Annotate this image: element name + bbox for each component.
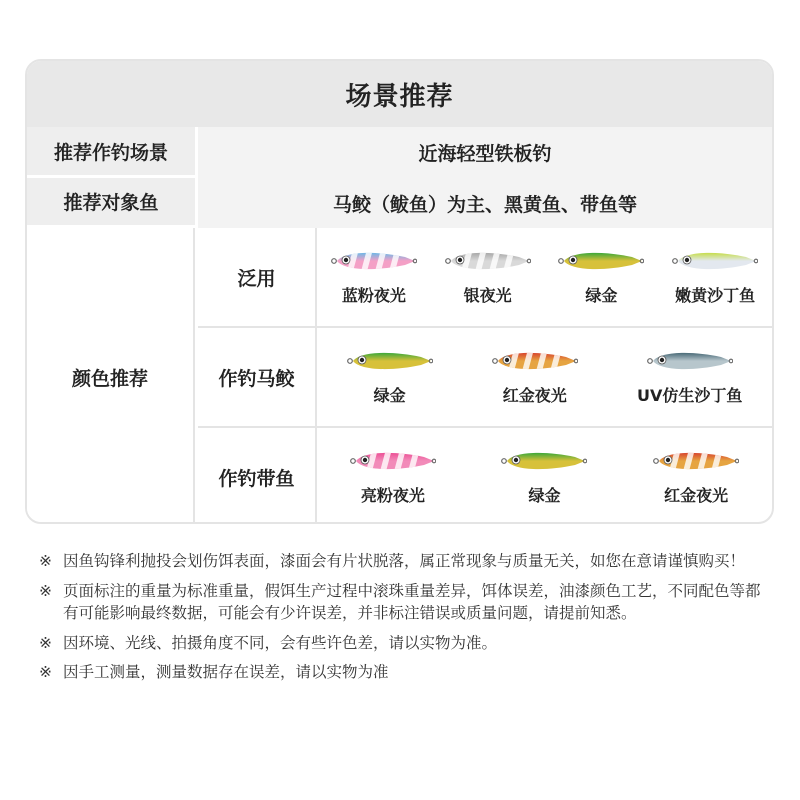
lure-item: [331, 249, 417, 306]
note-item: [39, 550, 774, 573]
scene-row: [27, 127, 772, 178]
red-gold-glow-lure-icon: [492, 349, 578, 373]
green-gold-lure-icon: [558, 249, 644, 273]
lure-item: [558, 249, 644, 306]
lure-item: [501, 449, 587, 506]
note-text: 因手工测量，测量数据存在误差，请以实物为准: [63, 663, 389, 681]
lure-color-name: 嫩黄沙丁鱼: [675, 285, 756, 305]
red-gold-glow-lure-icon: [653, 449, 739, 473]
color-group-mackerel: [198, 328, 772, 428]
lure-color-name: 绿金: [528, 485, 561, 505]
lure-item: [350, 449, 436, 506]
table-title: 场景推荐: [27, 61, 772, 127]
reference-mark-icon: ※: [39, 581, 52, 600]
notes-section: [39, 550, 774, 691]
lure-item: [672, 249, 758, 306]
scene-recommendation-table: [25, 59, 774, 524]
lure-item: [347, 349, 433, 406]
color-group-label: 泛用: [198, 228, 317, 326]
color-group-hairtail: [198, 428, 772, 524]
lure-item: [492, 349, 578, 406]
bright-pink-glow-lure-icon: [350, 449, 436, 473]
note-item: [39, 661, 774, 684]
silver-glow-lure-icon: [445, 249, 531, 273]
note-text: 因环境、光线、拍摄角度不同，会有些许色差，请以实物为准。: [63, 633, 498, 652]
blue-pink-glow-lure-icon: [331, 249, 417, 273]
lure-item: [445, 249, 531, 306]
color-group-label: 作钓马鲛: [198, 328, 317, 426]
note-item: [39, 632, 774, 655]
scene-label: 推荐作钓场景: [27, 127, 195, 178]
color-label: 颜色推荐: [27, 228, 195, 524]
green-gold-lure-icon: [347, 349, 433, 373]
lure-list: [317, 228, 772, 326]
lure-list: [317, 428, 772, 524]
lure-color-name: 绿金: [373, 385, 406, 405]
color-group-general: [198, 228, 772, 328]
note-item: [39, 580, 774, 625]
color-row: [27, 228, 772, 524]
fish-label: 推荐对象鱼: [27, 178, 195, 228]
lure-color-name: 红金夜光: [502, 385, 567, 405]
note-text: 因鱼钩锋利抛投会划伤饵表面，漆面会有片状脱落，属正常现象与质量无关，如您在意请谨慎购买！: [63, 552, 746, 570]
lure-color-name: UV仿生沙丁鱼: [637, 385, 743, 405]
lure-color-name: 亮粉夜光: [360, 485, 425, 505]
reference-mark-icon: ※: [39, 633, 52, 652]
reference-mark-icon: ※: [39, 663, 52, 681]
fish-value: 马鲛（鲅鱼）为主、黑黄鱼、带鱼等: [198, 178, 772, 231]
fish-row: [27, 178, 772, 228]
note-text: 页面标注的重量为标准重量，假饵生产过程中滚珠重量差异，饵体误差，油漆颜色工艺，不同配色等都有可能影响最终数据，可能会有少许误差，并非标注错误或质量问题，请提前知悉。: [63, 581, 761, 622]
lure-list: [317, 328, 772, 426]
lure-color-name: 红金夜光: [664, 485, 729, 505]
lure-color-name: 绿金: [585, 285, 618, 305]
yellow-sardine-lure-icon: [672, 249, 758, 273]
green-gold-lure-icon: [501, 449, 587, 473]
lure-item: [637, 349, 742, 406]
lure-item: [653, 449, 739, 506]
lure-color-name: 蓝粉夜光: [341, 285, 406, 305]
scene-value: 近海轻型铁板钓: [198, 127, 772, 181]
color-group-label: 作钓带鱼: [198, 428, 317, 524]
uv-sardine-lure-icon: [647, 349, 733, 373]
reference-mark-icon: ※: [39, 552, 52, 570]
lure-color-name: 银夜光: [463, 285, 512, 305]
